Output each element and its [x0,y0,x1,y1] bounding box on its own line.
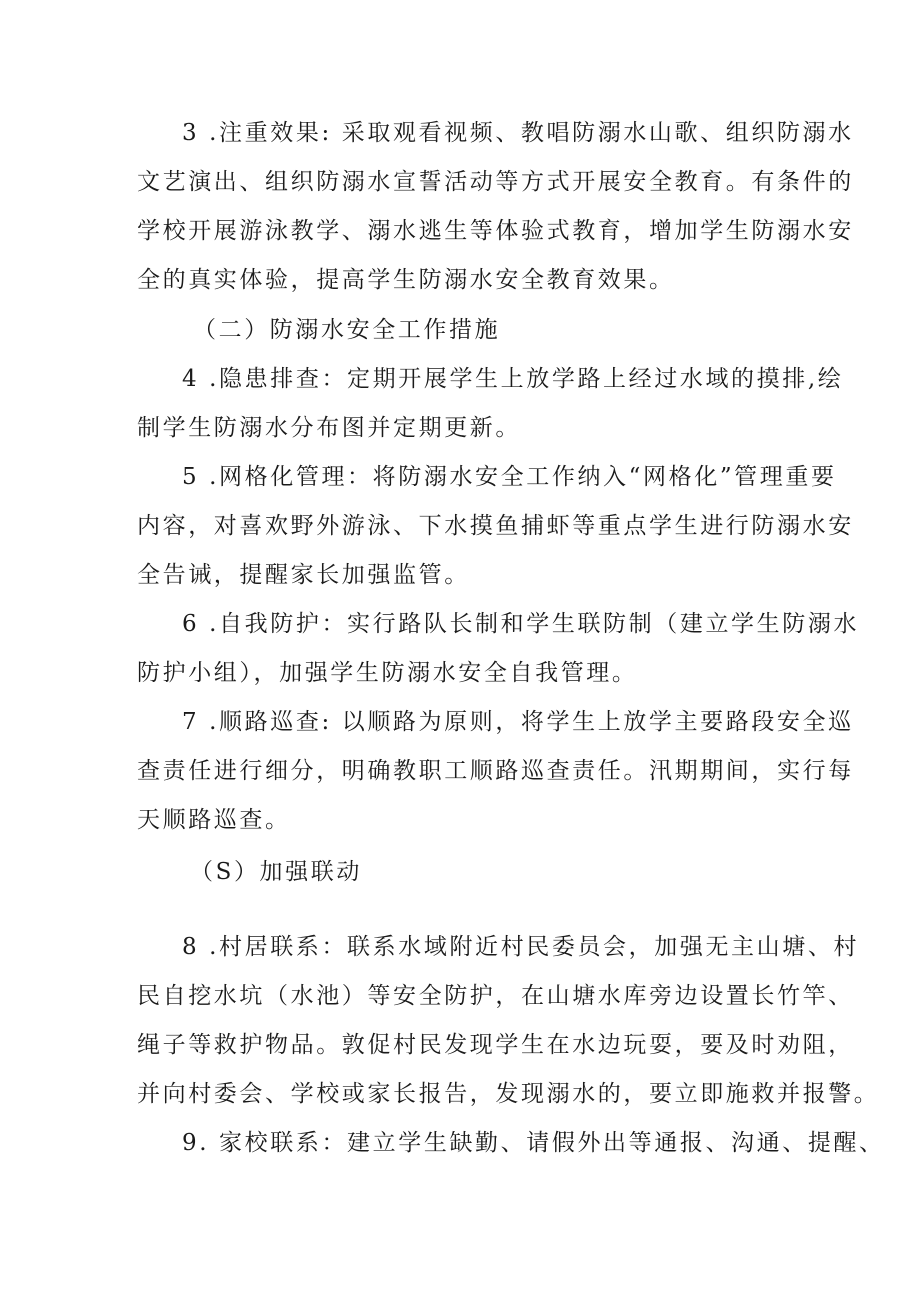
text-line: 4 .隐患排查：定期开展学生上放学路上经过水域的摸排,绘 [182,366,844,392]
text-line: 6 .自我防护：实行路队长制和学生联防制（建立学生防溺水 [182,611,860,637]
text-line: 7 .顺路巡查: 以顺路为原则，将学生上放学主要路段安全巡 [182,709,854,735]
text-line: 天顺路巡查。 [137,807,291,833]
text-line: 内容，对喜欢野外游泳、下水摸鱼捕虾等重点学生进行防溺水安 [137,513,854,539]
text-line: 制学生防溺水分布图并定期更新。 [137,415,521,441]
text-line: 文艺演出、组织防溺水宣誓活动等方式开展安全教育。有条件的 [137,169,854,195]
text-line: 民自挖水坑（水池）等安全防护，在山塘水库旁边设置长竹竿、 [137,983,854,1009]
text-line: 9. 家校联系：建立学生缺勤、请假外出等通报、沟通、提醒、 [182,1130,885,1156]
text-line: 防护小组），加强学生防溺水安全自我管理。 [137,660,638,686]
text-line: 3 .注重效果: 采取观看视频、教唱防溺水山歌、组织防溺水 [182,120,854,146]
text-line: 绳子等救护物品。敦促村民发现学生在水边玩耍，要及时劝阻， [137,1032,854,1058]
text-line: 学校开展游泳教学、溺水逃生等体验式教育，增加学生防溺水安 [137,218,854,244]
section-heading: （二）防溺水安全工作措施 [193,317,501,343]
text-line: 5 .网格化管理：将防溺水安全工作纳入“网格化”管理重要 [182,464,837,490]
text-line: 全告诫，提醒家长加强监管。 [137,562,470,588]
text-line: 全的真实体验，提高学生防溺水安全教育效果。 [137,267,675,293]
section-heading: （S）加强联动 [190,859,362,885]
text-line: 并向村委会、学校或家长报告，发现溺水的，要立即施救并报警。 [137,1081,880,1107]
text-line: 8 .村居联系：联系水域附近村民委员会，加强无主山塘、村 [182,934,860,960]
text-line: 查责任进行细分，明确教职工顺路巡查责任。汛期期间，实行每 [137,758,854,784]
